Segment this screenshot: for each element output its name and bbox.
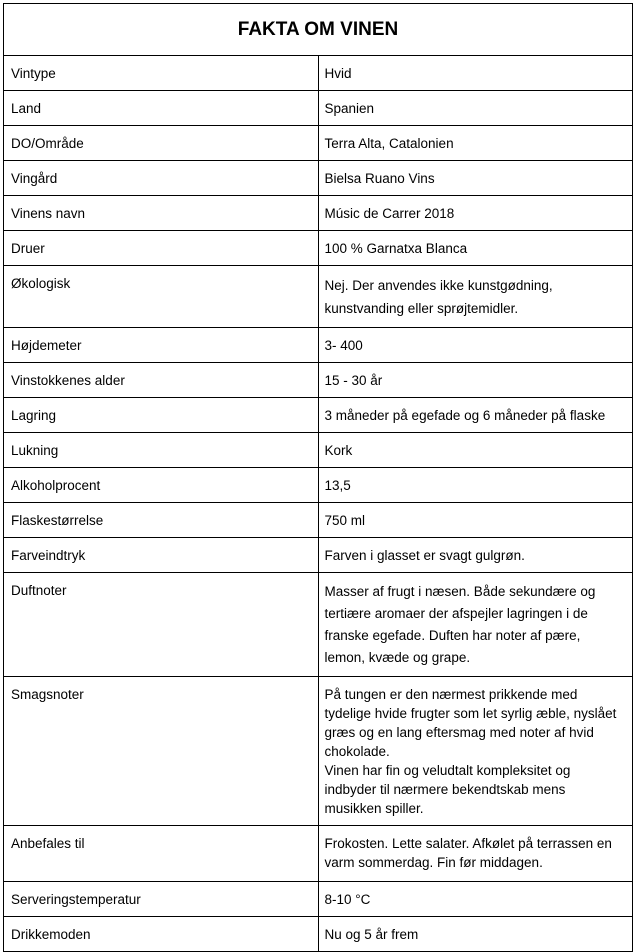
table-row xyxy=(4,826,633,882)
table-row xyxy=(4,433,633,468)
row-label: Druer xyxy=(4,231,319,266)
table-row xyxy=(4,328,633,363)
row-value-text: Kork xyxy=(324,443,353,458)
row-value xyxy=(318,538,633,573)
row-value-text: 3 måneder på egefade og 6 måneder på flaske xyxy=(324,408,606,423)
row-value-text: 8-10 °C xyxy=(324,892,371,907)
row-value-text: Nu og 5 år frem xyxy=(324,927,419,942)
row-value-text: Masser af frugt i næsen. Både sekundære og tertiære aromaer der afspejler lagringen i de franske egefade. Duften har noter af pære, lemon, kvæde og grape. xyxy=(324,584,596,665)
row-value xyxy=(318,677,633,826)
row-value xyxy=(318,266,633,328)
table-row xyxy=(4,56,633,91)
row-label: DO/Område xyxy=(4,126,319,161)
row-value xyxy=(318,917,633,952)
table-row xyxy=(4,266,633,328)
table-row xyxy=(4,363,633,398)
table-row xyxy=(4,573,633,677)
row-value xyxy=(318,826,633,882)
table-row xyxy=(4,91,633,126)
row-value xyxy=(318,126,633,161)
table-title-cell xyxy=(4,4,633,56)
row-value xyxy=(318,398,633,433)
table-title: FAKTA OM VINEN xyxy=(237,19,399,40)
table-row xyxy=(4,882,633,917)
row-label: Højdemeter xyxy=(4,328,319,363)
row-value xyxy=(318,91,633,126)
row-value xyxy=(318,433,633,468)
table-row xyxy=(4,468,633,503)
row-label: Vinens navn xyxy=(4,196,319,231)
table-row xyxy=(4,231,633,266)
row-value xyxy=(318,468,633,503)
table-row xyxy=(4,161,633,196)
row-label: Alkoholprocent xyxy=(4,468,319,503)
row-value xyxy=(318,503,633,538)
row-value-text: Frokosten. Lette salater. Afkølet på terrassen en varm sommerdag. Fin før middagen. xyxy=(324,836,612,870)
row-value xyxy=(318,882,633,917)
table-row xyxy=(4,677,633,826)
row-value xyxy=(318,363,633,398)
row-label: Duftnoter xyxy=(4,573,319,677)
row-value xyxy=(318,161,633,196)
row-value-text: Músic de Carrer 2018 xyxy=(324,206,455,221)
row-value xyxy=(318,573,633,677)
row-value-text: 750 ml xyxy=(324,513,366,528)
row-label: Lukning xyxy=(4,433,319,468)
row-value-text: Spanien xyxy=(324,101,375,116)
table-row xyxy=(4,126,633,161)
row-value xyxy=(318,196,633,231)
row-label: Økologisk xyxy=(4,266,319,328)
table-row xyxy=(4,917,633,952)
row-value-text: 13,5 xyxy=(324,478,351,493)
table-row xyxy=(4,503,633,538)
row-value xyxy=(318,231,633,266)
row-label: Vintype xyxy=(4,56,319,91)
row-value-text: 3- 400 xyxy=(324,338,363,353)
row-label: Vingård xyxy=(4,161,319,196)
row-label: Drikkemoden xyxy=(4,917,319,952)
row-label: Smagsnoter xyxy=(4,677,319,826)
row-value-text: 15 - 30 år xyxy=(324,373,383,388)
row-label: Anbefales til xyxy=(4,826,319,882)
row-value-text: Farven i glasset er svagt gulgrøn. xyxy=(324,548,525,563)
row-value-text: Bielsa Ruano Vins xyxy=(324,171,435,186)
wine-facts-table xyxy=(3,3,633,952)
row-label: Farveindtryk xyxy=(4,538,319,573)
row-value-text: På tungen er den nærmest prikkende med tydelige hvide frugter som let syrlig æble, nyslået græs og en lang eftersmag med noter af hvid chokolade. xyxy=(324,687,617,759)
row-value xyxy=(318,56,633,91)
row-value-text: 100 % Garnatxa Blanca xyxy=(324,241,468,256)
title-row xyxy=(4,4,633,56)
row-label: Lagring xyxy=(4,398,319,433)
row-value xyxy=(318,328,633,363)
row-label: Serveringstemperatur xyxy=(4,882,319,917)
table-row xyxy=(4,538,633,573)
row-value-text: Terra Alta, Catalonien xyxy=(324,136,454,151)
row-label: Flaskestørrelse xyxy=(4,503,319,538)
row-label: Vinstokkenes alder xyxy=(4,363,319,398)
row-value-text: Vinen har fin og veludtalt kompleksitet og indbyder til nærmere bekendtskab mens musikken spiller. xyxy=(324,763,571,816)
row-label: Land xyxy=(4,91,319,126)
row-value-text: Hvid xyxy=(324,66,352,81)
row-value-text: Nej. Der anvendes ikke kunstgødning, kunstvanding eller sprøjtemidler. xyxy=(324,278,553,316)
table-row xyxy=(4,398,633,433)
table-row xyxy=(4,196,633,231)
